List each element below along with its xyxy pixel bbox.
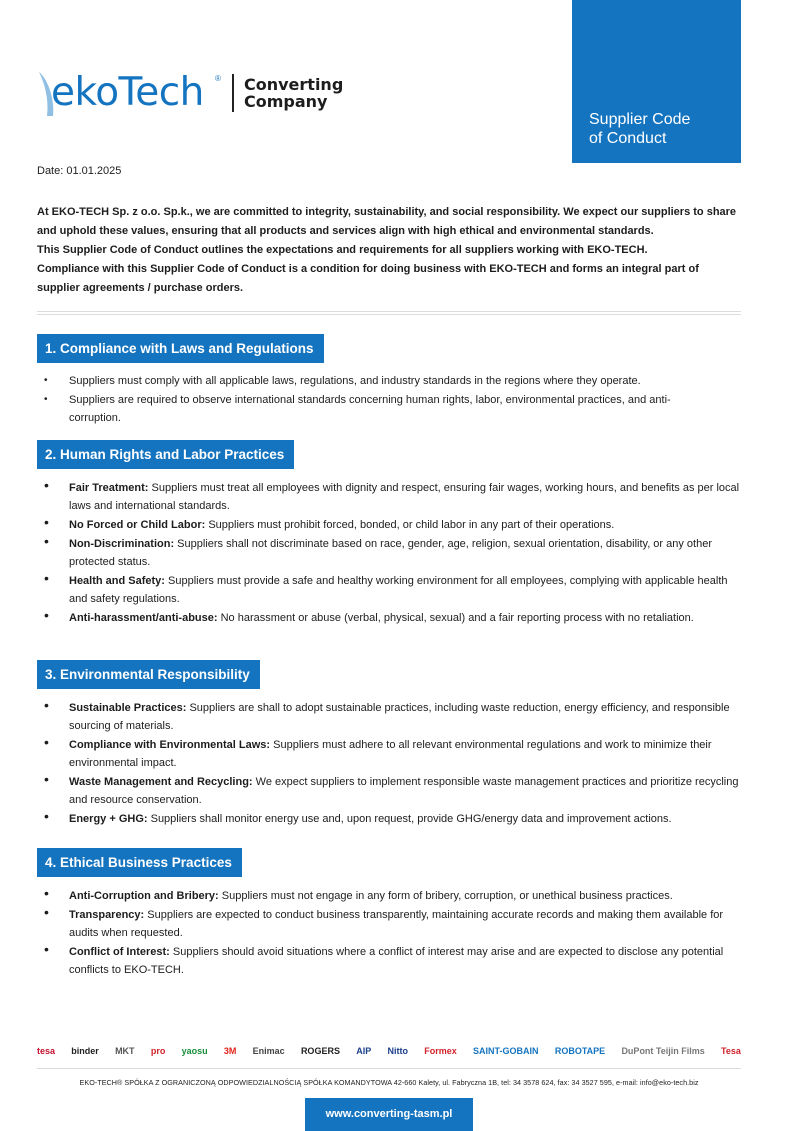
- list-item: • Conflict of Interest: Suppliers should avoid situations where a conflict of interest may arise and are expected to disclose any potential conflicts to EKO-TECH.: [37, 943, 741, 979]
- section-list-environmental: [37, 699, 741, 829]
- document-title-block: [572, 0, 741, 163]
- partner-logo: tesa: [37, 1046, 56, 1056]
- section-heading-compliance: 1. Compliance with Laws and Regulations: [37, 334, 324, 363]
- logo-divider: [232, 74, 234, 112]
- logo-wordmark: ekoTech: [51, 70, 204, 115]
- divider: [37, 1068, 741, 1069]
- company-logo: [37, 68, 357, 118]
- list-item: • Sustainable Practices: Suppliers are shall to adopt sustainable practices, including waste reduction, energy efficiency, and responsible sourcing of materials.: [37, 699, 741, 735]
- footer-company-info: EKO-TECH® SPÓŁKA Z OGRANICZONĄ ODPOWIEDZIALNOŚCIĄ SPÓŁKA KOMANDYTOWA 42-660 Kalety, ul. Fabryczna 1B, tel: 34 3578 624, fax: 34 3527 595, e-mail: info@eko-tech.biz: [79, 1078, 699, 1087]
- partner-logo: Nitto: [387, 1046, 408, 1056]
- divider: [37, 311, 741, 312]
- list-item: • Compliance with Environmental Laws: Suppliers must adhere to all relevant environmental regulations and work to minimize their environmental impact.: [37, 736, 741, 772]
- logo-registered-mark: ®: [215, 74, 221, 83]
- section-list-compliance: [37, 372, 741, 428]
- partner-logo: Tesa: [721, 1046, 741, 1056]
- partner-logo: DuPont Teijin Films: [621, 1046, 705, 1056]
- website-link[interactable]: www.converting-tasm.pl: [305, 1098, 473, 1131]
- divider: [37, 314, 741, 315]
- logo-subtitle-line2: Company: [244, 92, 328, 111]
- list-item: • Transparency: Suppliers are expected to conduct business transparently, maintaining accurate records and making them available for audits when requested.: [37, 906, 741, 942]
- partner-logo: MKT: [115, 1046, 135, 1056]
- list-item: • Anti-Corruption and Bribery: Suppliers must not engage in any form of bribery, corruption, or unethical business practices.: [37, 887, 741, 905]
- intro-text: This Supplier Code of Conduct outlines the expectations and requirements for all suppliers working with EKO-TECH.: [37, 244, 648, 256]
- list-item: • No Forced or Child Labor: Suppliers must prohibit forced, bonded, or child labor in any part of their operations.: [37, 516, 741, 534]
- partner-logo: Enimac: [252, 1046, 285, 1056]
- logo-subtitle: [244, 76, 343, 110]
- section-heading-environmental: 3. Environmental Responsibility: [37, 660, 260, 689]
- list-item: • Non-Discrimination: Suppliers shall not discriminate based on race, gender, age, religion, sexual orientation, disability, or any other protected status.: [37, 535, 741, 571]
- section-list-ethics: [37, 887, 741, 980]
- section-heading-ethics: 4. Ethical Business Practices: [37, 848, 242, 877]
- partner-logo: AIP: [356, 1046, 372, 1056]
- list-item: • Fair Treatment: Suppliers must treat all employees with dignity and respect, ensuring fair wages, working hours, and benefits as per local laws and international standards.: [37, 479, 741, 515]
- section-heading-human-rights: 2. Human Rights and Labor Practices: [37, 440, 294, 469]
- document-title: [589, 110, 739, 148]
- partner-logo: Formex: [424, 1046, 457, 1056]
- list-item: • Energy + GHG: Suppliers shall monitor energy use and, upon request, provide GHG/energy data and improvement actions.: [37, 810, 741, 828]
- partner-logo: pro: [150, 1046, 166, 1056]
- document-date: Date: 01.01.2025: [37, 165, 122, 177]
- intro-text: Compliance with this Supplier Code of Conduct is a condition for doing business with EKO-TECH and forms an integral part of supplier agreements / purchase orders.: [37, 263, 699, 294]
- document-title-line1: Supplier Code: [589, 111, 691, 128]
- list-item: • Suppliers must comply with all applicable laws, regulations, and industry standards in the regions where they operate.: [37, 372, 741, 390]
- intro-text: At EKO-TECH Sp. z o.o. Sp.k., we are committed to integrity, sustainability, and social responsibility. We expect our suppliers to share and uphold these values, ensuring that all products and services align with high ethical and environmental standards.: [37, 206, 737, 237]
- intro-paragraph: [37, 203, 737, 298]
- partner-logo: binder: [71, 1046, 99, 1056]
- partner-logo: 3M: [223, 1046, 237, 1056]
- partner-logo: yaosu: [181, 1046, 208, 1056]
- list-item: • Health and Safety: Suppliers must provide a safe and healthy working environment for all employees, complying with applicable health and safety regulations.: [37, 572, 741, 608]
- list-item: • Waste Management and Recycling: We expect suppliers to implement responsible waste management practices and prioritize recycling and resource conservation.: [37, 773, 741, 809]
- list-item: • Anti-harassment/anti-abuse: No harassment or abuse (verbal, physical, sexual) and a fair reporting process with no retaliation.: [37, 609, 741, 627]
- logo-subtitle-line1: Converting: [244, 75, 344, 94]
- document-title-line2: of Conduct: [589, 130, 667, 147]
- list-item: • Suppliers are required to observe international standards concerning human rights, labor, environmental practices, and anti-corruption.: [37, 391, 741, 427]
- partner-logos: [37, 1042, 741, 1060]
- partner-logo: SAINT-GOBAIN: [473, 1046, 539, 1056]
- section-list-human-rights: [37, 479, 741, 628]
- partner-logo: ROBOTAPE: [554, 1046, 606, 1056]
- partner-logo: ROGERS: [300, 1046, 340, 1056]
